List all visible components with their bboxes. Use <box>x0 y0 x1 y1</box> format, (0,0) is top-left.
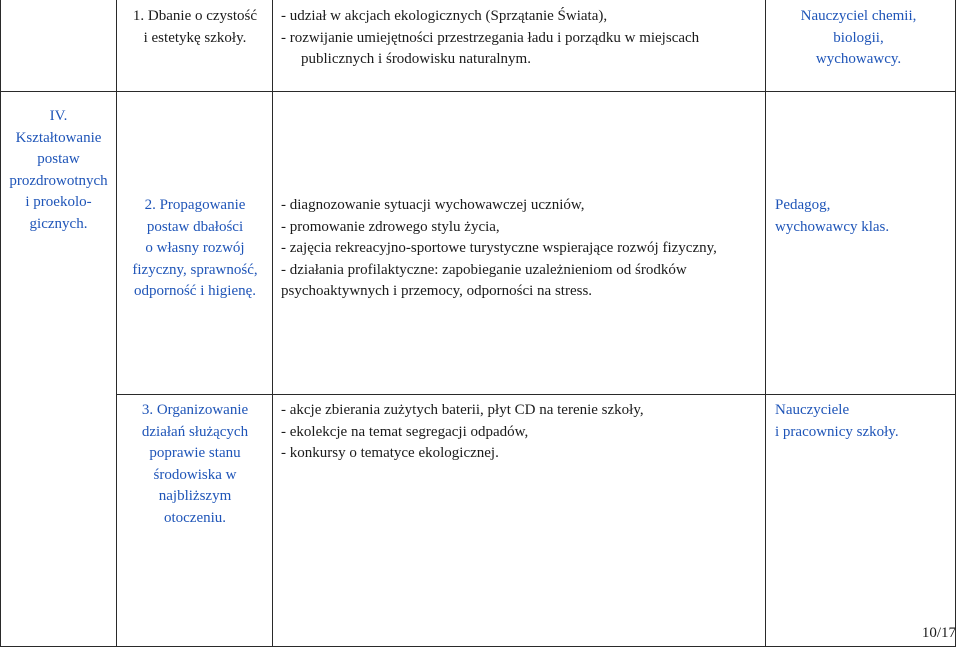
goal-line: najbliższym <box>158 488 232 504</box>
section-title-line: postaw <box>37 151 80 167</box>
responsible-cell <box>766 0 956 92</box>
goal-line: 3. Organizowanie <box>141 402 249 418</box>
goal-cell <box>117 0 273 92</box>
goal-cell <box>117 92 273 395</box>
table-row <box>1 0 956 92</box>
task-line: - konkursy o tematyce ekologicznej. <box>281 445 499 461</box>
goal-line: i estetykę szkoły. <box>143 29 247 46</box>
goal-line: postaw dbałości <box>146 218 244 235</box>
task-line: psychoaktywnych i przemocy, odporności na stress. <box>281 283 593 299</box>
section-title-line: gicznych. <box>29 215 88 232</box>
task-line: - promowanie zdrowego stylu życia, <box>281 218 500 235</box>
task-line: - działania profilaktyczne: zapobieganie uzależnieniom od środków <box>281 261 687 278</box>
goal-line: działań służących <box>141 423 249 440</box>
tasks-cell <box>273 395 766 647</box>
responsible-line: biologii, <box>833 29 884 46</box>
goal-line: o własny rozwój <box>145 240 245 256</box>
task-line: - rozwijanie umiejętności przestrzegania ładu i porządku w miejscach <box>281 29 700 46</box>
task-line: - akcje zbierania zużytych baterii, płyt CD na terenie szkoły, <box>281 402 644 418</box>
responsible-cell <box>766 395 956 647</box>
section-title-line: i proekolo- <box>25 194 92 210</box>
section-title-line: Kształtowanie <box>15 129 102 146</box>
responsible-line: Nauczyciel chemii, <box>800 8 917 24</box>
table-row <box>1 92 956 395</box>
section-title-line: prozdrowotnych <box>9 172 108 189</box>
task-line: - udział w akcjach ekologicznych (Sprzątanie Świata), <box>281 8 608 24</box>
responsible-cell <box>766 92 956 395</box>
task-line: publicznych i środowisku naturalnym. <box>301 51 531 67</box>
section-number: IV. <box>49 108 68 124</box>
section-cell <box>1 92 117 647</box>
responsible-line: i pracownicy szkoły. <box>775 423 899 440</box>
responsible-line: wychowawcy klas. <box>775 218 890 235</box>
tasks-cell <box>273 0 766 92</box>
table-row <box>1 395 956 647</box>
task-line: - zajęcia rekreacyjno-sportowe turystyczne wspierające rozwój fizyczny, <box>281 240 717 256</box>
goal-line: środowiska w <box>153 466 237 483</box>
goal-cell <box>117 395 273 647</box>
goal-line: 2. Propagowanie <box>144 197 246 213</box>
goal-line: odporność i higienę. <box>133 283 257 299</box>
goal-line: fizyczny, sprawność, <box>132 261 258 278</box>
goal-line: 1. Dbanie o czystość <box>132 8 258 24</box>
page-number: 10/17 <box>921 625 956 641</box>
responsible-line: Pedagog, <box>775 197 831 213</box>
goal-line: poprawie stanu <box>149 445 241 461</box>
task-line: - diagnozowanie sytuacji wychowawczej uczniów, <box>281 197 585 213</box>
task-line: - ekolekcje na temat segregacji odpadów, <box>281 423 529 440</box>
responsible-line: Nauczyciele <box>775 402 850 418</box>
responsible-line: wychowawcy. <box>815 51 902 67</box>
tasks-cell <box>273 92 766 395</box>
section-cell-empty <box>1 0 117 92</box>
goal-line: otoczeniu. <box>163 509 227 526</box>
